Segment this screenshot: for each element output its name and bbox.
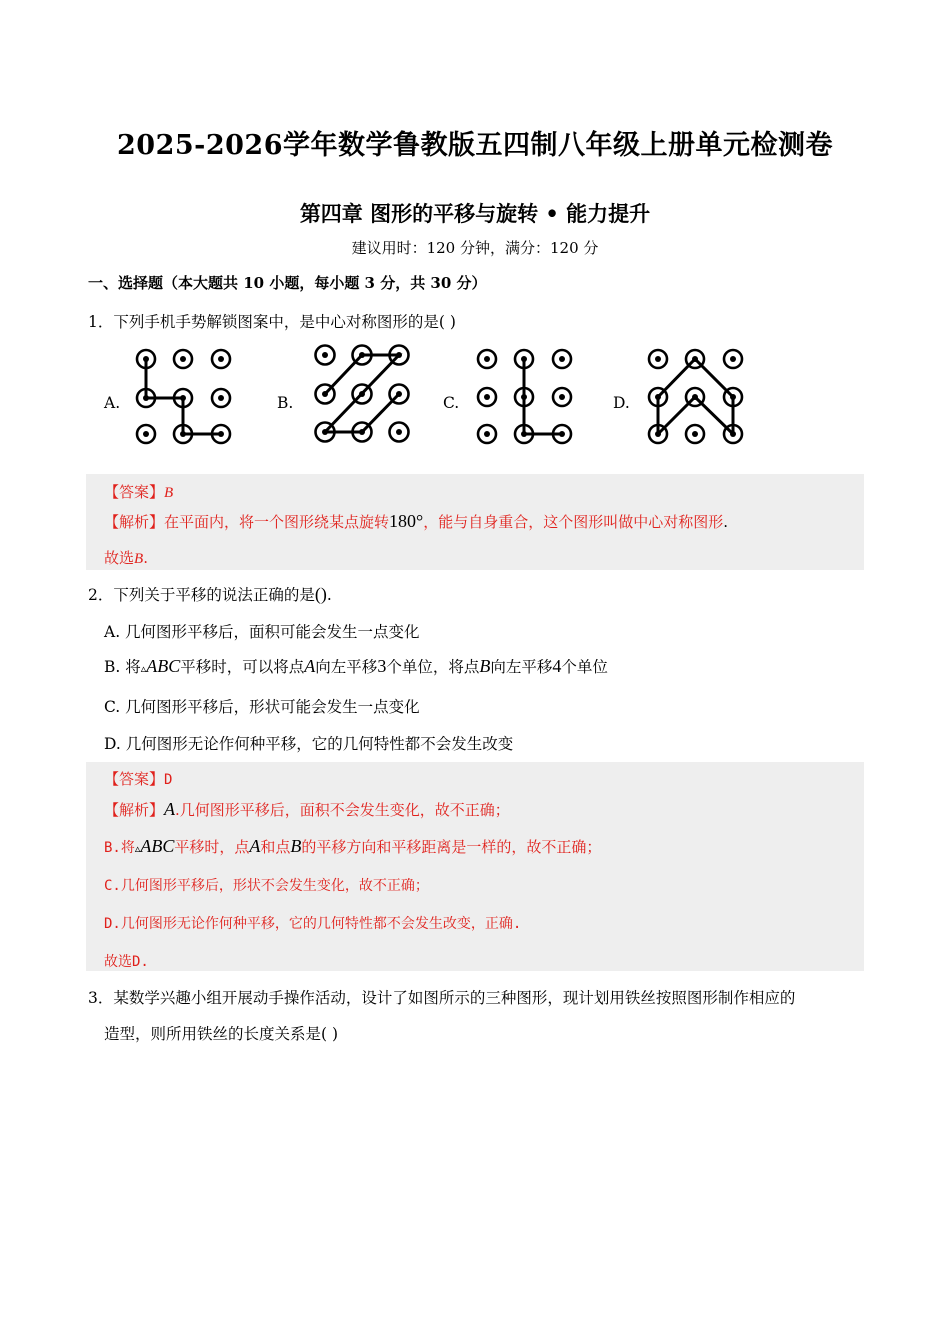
question-1-stem: [88, 310, 456, 332]
analysis-text: 在平面内，将一个图形绕某点旋转: [164, 513, 390, 531]
analysis-period: .: [723, 513, 729, 531]
conclusion-period: .: [143, 549, 148, 567]
q2-option-d: D. 几何图形无论作何种平移，它的几何特性都不会发生改变: [104, 735, 514, 753]
analysis-a-label: A: [164, 799, 176, 819]
point-a: A: [304, 656, 316, 676]
question-number: 1．: [88, 313, 114, 331]
unlock-pattern-c-figure: [467, 340, 582, 450]
triangle-name: ABC: [140, 836, 175, 856]
angle-value: 180°: [389, 511, 424, 531]
conclusion-line: [104, 547, 148, 568]
conclusion-line: 故选D.: [104, 954, 149, 970]
answer-box-q2: [86, 762, 864, 971]
option-text: 平移时，可以将点: [180, 658, 305, 676]
q2-option-c: C. 几何图形平移后，形状可能会发生一点变化: [104, 698, 420, 716]
unlock-pattern-d-figure: [638, 340, 753, 450]
answer-tag: 【答案】: [104, 483, 165, 501]
units-3: 3: [377, 656, 387, 676]
conclusion-text: 故选: [104, 549, 135, 567]
analysis-line-d: D.几何图形无论作何种平移，它的几何特性都不会发生改变，正确.: [104, 916, 522, 932]
point-a: A: [249, 836, 261, 856]
triangle-name: ABC: [146, 656, 181, 676]
question-number: 2．: [88, 586, 114, 604]
analysis-text: B.将: [104, 840, 135, 856]
option-d-label: D.: [613, 394, 630, 412]
analysis-line-a: [104, 799, 510, 820]
question-text: 某数学兴趣小组开展动手操作活动，设计了如图所示的三种图形，现计划用铁丝按照图形制作相应的: [113, 989, 796, 1007]
analysis-tag: 【解析】: [104, 801, 165, 819]
option-text: 向左平移: [490, 658, 553, 676]
q2-option-a: A. 几何图形平移后，面积可能会发生一点变化: [104, 623, 420, 641]
question-text: 下列手机手势解锁图案中，是中心对称图形的是( ): [113, 313, 456, 331]
option-b-label: B.: [277, 394, 294, 412]
question-text: 下列关于平移的说法正确的是: [113, 586, 315, 604]
option-c-label: C.: [443, 394, 460, 412]
unlock-pattern-a-figure: [125, 340, 240, 450]
answer-value: B: [164, 485, 174, 501]
option-text: 个单位，将点: [386, 658, 480, 676]
time-score-info: 建议用时：120 分钟，满分：120 分: [351, 239, 599, 257]
units-4: 4: [552, 656, 562, 676]
conclusion-value: B: [134, 551, 144, 567]
point-b: B: [479, 656, 491, 676]
analysis-line: [104, 511, 728, 532]
section-heading: 一、选择题（本大题共 10 小题，每小题 3 分，共 30 分）: [88, 274, 487, 292]
analysis-text: 的平移方向和平移距离是一样的，故不正确；: [301, 838, 602, 856]
triangle-symbol: ▵: [134, 842, 141, 855]
analysis-line-c: C.几何图形平移后，形状不会发生变化，故不正确；: [104, 878, 429, 894]
document-title: 2025-2026学年数学鲁教版五四制八年级上册单元检测卷: [117, 130, 833, 161]
option-a-label: A.: [104, 394, 121, 412]
unlock-pattern-b-figure: [302, 336, 417, 448]
chapter-subtitle: 第四章 图形的平移与旋转 • 能力提升: [299, 201, 651, 226]
option-text: 向左平移: [315, 658, 378, 676]
analysis-text: 和点: [260, 838, 291, 856]
analysis-text: ，能与自身重合，这个图形叫做中心对称图形: [423, 513, 724, 531]
point-b: B: [290, 836, 302, 856]
analysis-tag: 【解析】: [104, 513, 165, 531]
question-number: 3．: [88, 989, 114, 1007]
q2-option-b: [104, 655, 608, 677]
analysis-line-b: [104, 836, 601, 857]
triangle-symbol: ▵: [140, 662, 147, 675]
answer-box-q1: [86, 474, 864, 570]
option-text: B. 将: [104, 658, 141, 676]
answer-paren: (): [314, 584, 327, 604]
question-3-stem-line2: 造型，则所用铁丝的长度关系是( ): [104, 1025, 339, 1043]
question-period: .: [326, 586, 332, 604]
analysis-a-text: .几何图形平移后，面积不会发生变化，故不正确；: [175, 801, 510, 819]
question-2-stem: [88, 583, 332, 605]
answer-tag: 【答案】: [104, 770, 165, 788]
answer-value: D: [164, 772, 173, 788]
answer-line: [104, 768, 172, 789]
analysis-text: 平移时，点: [174, 838, 250, 856]
answer-line: [104, 481, 173, 502]
question-3-stem-line1: [88, 986, 795, 1008]
option-text: 个单位: [561, 658, 608, 676]
